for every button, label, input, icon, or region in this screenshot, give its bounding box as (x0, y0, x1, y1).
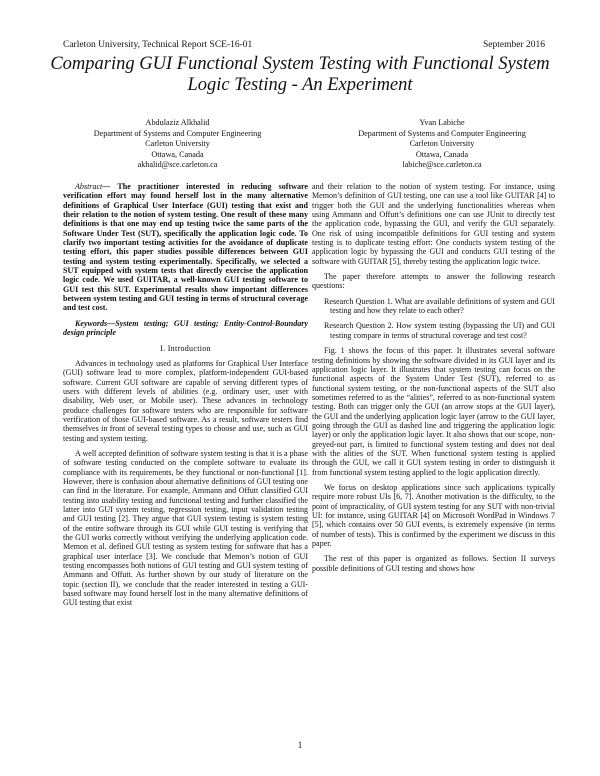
author-name: Abdulaziz Alkhalid (145, 118, 210, 127)
rq-text: How system testing (bypassing the UI) and GUI testing compare in terms of structural coverage and test cost? (330, 321, 556, 340)
body-paragraph: The rest of this paper is organized as follows. Section II surveys possible definitions of GUI testing and shows how (312, 554, 555, 573)
abstract-label: Abstract (75, 182, 103, 191)
author-email: labiche@sce.carleton.ca (402, 160, 482, 170)
report-header-left: Carleton University, Technical Report SCE-16-01 (63, 40, 253, 50)
author-univ: Carleton University (409, 139, 475, 149)
paper-title: Comparing GUI Functional System Testing with Functional System Logic Testing - An Experiment (50, 54, 550, 95)
body-paragraph: We focus on desktop applications since such applications typically require more robust UIs [6, 7]. Another motivation is the difficulty, to the point of impracticality, of GUI system testing for any SUT with non-trivial UI: for instance, using GUITAR [4] on Microsoft WordPad in Windows 7 [5], which contains over 50 GUI events, is extremely expensive (in terms of number of tests). This is confirmed by the experiment we discuss in this paper. (312, 482, 555, 549)
rq-label: Research Question 1. (324, 296, 393, 306)
left-column (63, 182, 308, 614)
body-paragraph: and their relation to the notion of system testing. For instance, using Memon’s definition of GUI testing, one can use a tool like GUITAR [4] to trigger both the GUI and the underlying functionalities whereas when using Ammann and Offutt’s definitions one can use JUnit to directly test the application code, bypassing the GUI, and verify the GUI separately. One risk of using incompatible definitions for GUI testing and system testing is to duplicate testing effort: One conducts system testing of the application logic by bypassing the GUI and conducts GUI testing of the software with GUITAR [5], thereby testing the application logic twice. (312, 182, 555, 266)
author-city: Ottawa, Canada (151, 149, 204, 159)
author-block-2 (322, 118, 562, 171)
abstract (63, 182, 308, 313)
body-paragraph: A well accepted definition of software system testing is that it is a phase of software testing conducted on the complete software to evaluate its compliance with its requirements, be they functional or non-functional [1]. However, there is confusion about alternative definitions of GUI testing one can find in the literature. For example, Ammann and Offutt classified GUI testing into usability testing and functional testing and further classified the latter into GUI system testing, regression testing, input validation testing and GUI testing [2]. They argue that GUI system testing is system testing of the entire software through its GUI while GUI testing is verifying that the GUI works correctly without verifying the underlying application code. Memon et al. defined GUI testing as system testing for software that has a graphical user interface [3]. We conclude that Memon’s notion of GUI testing encompasses both notions of GUI testing and GUI system testing of Ammann and Offutt. As further shown by our study of literature on the topic (section II), we conclude that the reader interested in testing a GUI-based software may found herself lost in the many alternative definitions of GUI testing that exist (63, 448, 308, 608)
author-dept: Department of Systems and Computer Engineering (93, 128, 262, 138)
author-name: Yvan Labiche (419, 118, 465, 127)
author-city: Ottawa, Canada (415, 149, 469, 159)
research-question-2 (312, 321, 555, 340)
report-header-date: September 2016 (482, 40, 545, 50)
body-paragraph: Advances in technology used as platforms for Graphical User Interface (GUI) software lead to more complex, platform-independent GUI-based software. Current GUI software are capable of serving different types of users with different levels of abilities (e.g. ordinary user, user with disability, Web user, or Mobile user). These advances in technology produce challenges for software testers who are responsible for software verification of those GUI-based software. As a result, software testers find themselves in front of several testing types to choose and use, such as GUI testing and system testing. (63, 358, 308, 443)
research-question-1 (312, 297, 555, 316)
abstract-text: — The practitioner interested in reducing software verification effort may found herself lost in the many alternative definitions of Graphical User Interface (GUI) testing that exist and their relation to the notion of system testing. One result of these many definitions is that one may end up testing twice the same parts of the Software Under Test (SUT), specifically the application logic code. To clarify two important testing activities for the avoidance of duplicate testing effort, this paper studies possible differences between GUI testing and system testing experimentally. Specifically, we selected a SUT equipped with system tests that directly exercise the application logic code. We used GUITAR, a well-known GUI testing software to GUI test this SUT. Experimental results show important differences between system testing and GUI testing in terms of structural coverage and test cost. (63, 182, 308, 313)
rq-label: Research Question 2. (324, 321, 394, 331)
keywords: Keywords—System testing; GUI testing; Entity-Control-Boundary design principle (63, 318, 308, 338)
section-heading-introduction: I. Introduction (160, 343, 211, 353)
author-univ: Carleton University (145, 139, 210, 149)
body-paragraph: The paper therefore attempts to answer the following research questions: (312, 272, 555, 291)
right-column (312, 182, 555, 579)
author-block-1 (55, 118, 300, 171)
author-email: akhalid@sce.carleton.ca (137, 160, 218, 170)
body-paragraph: Fig. 1 shows the focus of this paper. It illustrates several software testing definitions by showing the software divided in its GUI layer and its application logic layer. It illustrates that system testing can focus on the functional aspects of the System Under Test (SUT), referred to as functional system testing, or the non-functional aspects of the SUT also sometimes referred to as the “alities”, referred to as non-functional system testing. Both can trigger only the GUI (an arrow stops at the GUI layer), the GUI and the underlying application logic layer (arrow to the GUI layer, going through the GUI as dashed line and triggering the application logic layer) or only the application logic layer. It also shows that our scope, non-greyed-out part, is limited to functional system testing and does not deal with the alities of the SUT. When functional system testing is applied through the GUI, we call it GUI system testing in order to distinguish it from functional system testing applied to the logic application directly. (312, 346, 555, 477)
author-dept: Department of Systems and Computer Engineering (358, 128, 526, 138)
page-number: 1 (297, 740, 303, 750)
rq-text: What are available definitions of system and GUI testing and how they relate to each other? (330, 296, 555, 316)
